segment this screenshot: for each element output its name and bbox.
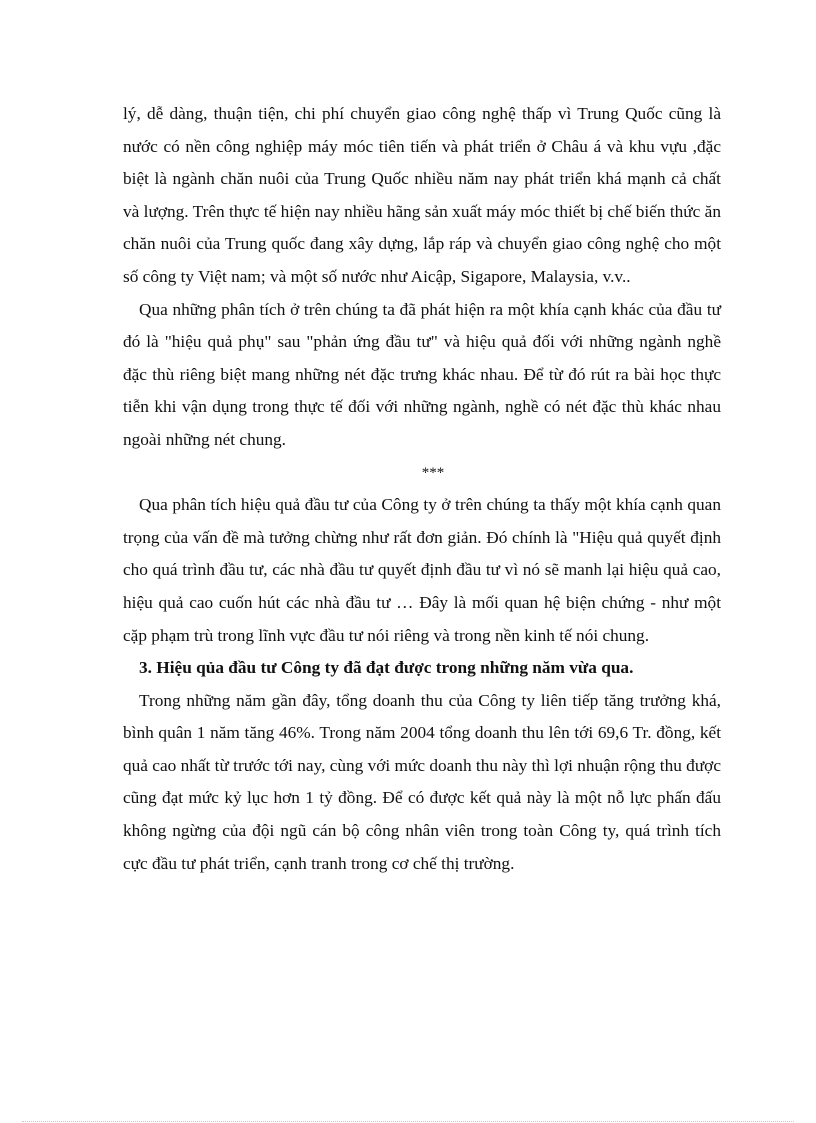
section-heading: 3. Hiệu qủa đầu tư Công ty đã đạt được trong những năm vừa qua. [139,658,634,678]
paragraph-continuation: lý, dễ dàng, thuận tiện, chi phí chuyển giao công nghệ thấp vì Trung Quốc cũng là nước có nền công nghiệp máy móc tiên tiến và phát triển ở Châu á và khu vựu ,đặc biệt là ngành chăn nuôi của Trung Quốc nhiều năm nay phát triển khá mạnh cả chất và lượng. Trên thực tế hiện nay nhiều hãng sản xuất máy móc thiết bị chế biến thức ăn chăn nuôi của Trung quốc đang xây dựng, lắp ráp và chuyển giao công nghệ cho một số công ty Việt nam; và một số nước như Aicập, Sigapore, Malaysia, v.v.. [123,104,721,286]
section-separator: *** [421,464,445,481]
page-bottom-divider [22,1121,794,1122]
document-body [123,98,721,880]
paragraph-analysis: Qua những phân tích ở trên chúng ta đã phát hiện ra một khía cạnh khác của đầu tư đó là "hiệu quả phụ" sau "phản ứng đầu tư" và hiệu quả đối với những ngành nghề đặc thù riêng biệt mang những nét đặc trưng khác nhau. Để từ đó rút ra bài học thực tiễn khi vận dụng trong thực tế đối với những ngành, nghề có nét đặc thù khác nhau ngoài những nét chung. [123,299,721,449]
paragraph-revenue-results: Trong những năm gần đây, tổng doanh thu của Công ty liên tiếp tăng trưởng khá, bình quân 1 năm tăng 46%. Trong năm 2004 tổng doanh thu lên tới 69,6 Tr. đồng, kết quả cao nhất từ trước tới nay, cùng với mức doanh thu này thì lợi nhuận rộng thu được cũng đạt mức kỷ lục hơn 1 tỷ đồng. Để có được kết quả này là một nỗ lực phấn đấu không ngừng của đội ngũ cán bộ công nhân viên trong toàn Công ty, quá trình tích cực đầu tư phát triển, cạnh tranh trong cơ chế thị trường. [123,690,721,873]
paragraph-investment-efficiency: Qua phân tích hiệu quả đầu tư của Công ty ở trên chúng ta thấy một khía cạnh quan trọng của vấn đề mà tưởng chừng như rất đơn giản. Đó chính là "Hiệu quả quyết định cho quá trình đầu tư, các nhà đầu tư quyết định đầu tư vì nó sẽ manh lại hiệu quả cao, hiệu quả cao cuốn hút các nhà đầu tư … Đây là mối quan hệ biện chứng - như một cặp phạm trù trong lĩnh vực đầu tư nói riêng và trong nền kinh tế nói chung. [123,495,721,645]
